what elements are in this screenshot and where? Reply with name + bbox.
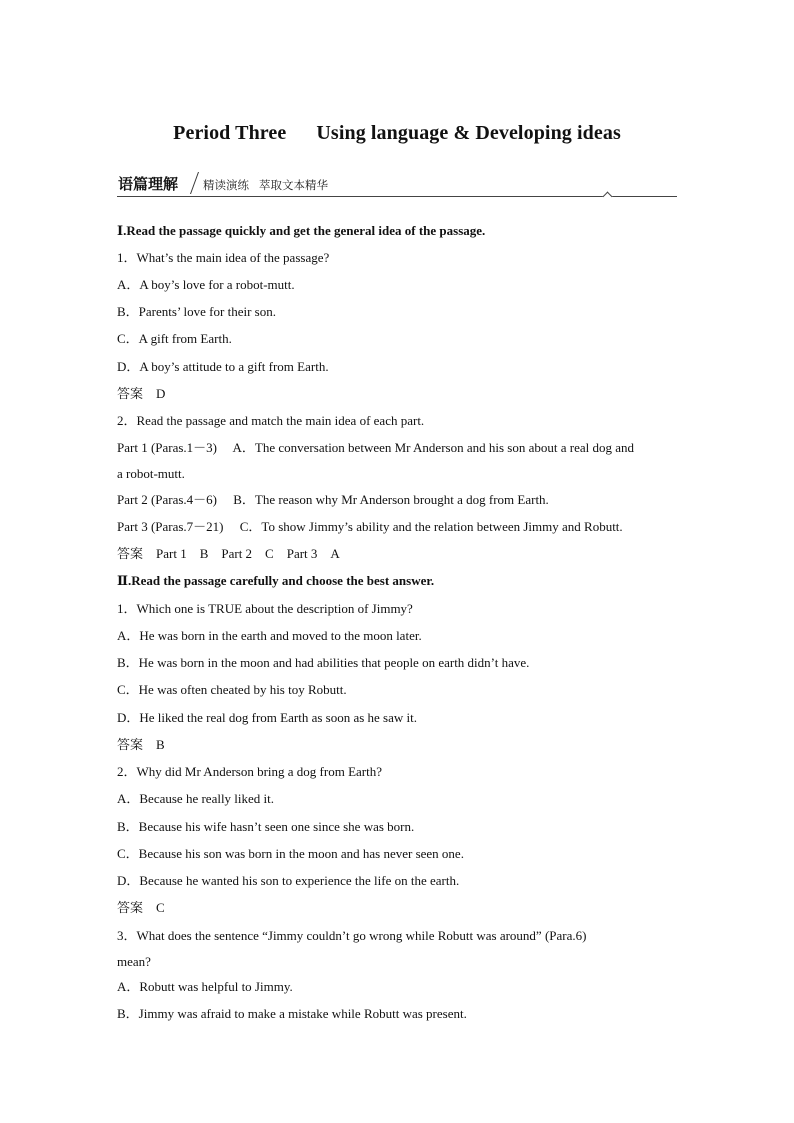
option-a: A．He was born in the earth and moved to the moon later. — [117, 628, 422, 643]
banner-slash — [190, 172, 199, 194]
option-a: A．Because he really liked it. — [117, 791, 275, 806]
question-1-2: 2．Read the passage and match the main idea of each part. — [117, 413, 425, 428]
answer: 答案 Part 1 B Part 2 C Part 3 A — [117, 546, 340, 561]
question-2-2: 2．Why did Mr Anderson bring a dog from Earth? — [117, 764, 383, 779]
section-1-heading: Ⅰ.Read the passage quickly and get the general idea of the passage. — [117, 223, 486, 238]
question-2-1: 1．Which one is TRUE about the description of Jimmy? — [117, 601, 413, 616]
page-title — [0, 122, 794, 145]
answer: 答案 D — [117, 386, 166, 401]
title-period: Period Three — [173, 122, 287, 144]
section-banner — [117, 172, 677, 198]
match-part-2: Part 2 (Paras.4－6) B．The reason why Mr Anderson brought a dog from Earth. — [117, 492, 549, 507]
banner-rule — [117, 196, 677, 197]
match-part-3: Part 3 (Paras.7－21) C．To show Jimmy’s ability and the relation between Jimmy and Robutt. — [117, 519, 623, 534]
subtitle-a: 精读演练 — [203, 178, 249, 192]
option-b: B．Parents’ love for their son. — [117, 304, 276, 319]
option-c: C．A gift from Earth. — [117, 331, 232, 346]
question-2-3: 3．What does the sentence “Jimmy couldn’t go wrong while Robutt was around” (Para.6) — [117, 928, 587, 943]
answer: 答案 B — [117, 737, 165, 752]
option-b: B．Jimmy was afraid to make a mistake while Robutt was present. — [117, 1006, 467, 1021]
option-b: B．He was born in the moon and had abilities that people on earth didn’t have. — [117, 655, 530, 670]
option-a: A．A boy’s love for a robot-mutt. — [117, 277, 295, 292]
section-2-heading: Ⅱ.Read the passage carefully and choose the best answer. — [117, 573, 435, 588]
match-part-1: Part 1 (Paras.1－3) A．The conversation between Mr Anderson and his son about a real dog and — [117, 440, 634, 455]
option-d: D．He liked the real dog from Earth as soon as he saw it. — [117, 710, 418, 725]
match-part-1-cont: a robot-mutt. — [117, 466, 185, 481]
section-subtitle — [203, 177, 328, 193]
option-a: A．Robutt was helpful to Jimmy. — [117, 979, 293, 994]
option-c: C．He was often cheated by his toy Robutt. — [117, 682, 347, 697]
section-tag: 语篇理解 — [118, 175, 179, 193]
option-d: D．Because he wanted his son to experience the life on the earth. — [117, 873, 460, 888]
answer: 答案 C — [117, 900, 165, 915]
option-c: C．Because his son was born in the moon and has never seen one. — [117, 846, 464, 861]
question-2-3-cont: mean? — [117, 954, 151, 969]
banner-notch — [603, 192, 613, 202]
option-b: B．Because his wife hasn’t seen one since she was born. — [117, 819, 415, 834]
subtitle-b: 萃取文本精华 — [259, 178, 328, 192]
title-topic: Using language & Developing ideas — [316, 122, 621, 144]
question-1-1: 1．What’s the main idea of the passage? — [117, 250, 330, 265]
option-d: D．A boy’s attitude to a gift from Earth. — [117, 359, 329, 374]
